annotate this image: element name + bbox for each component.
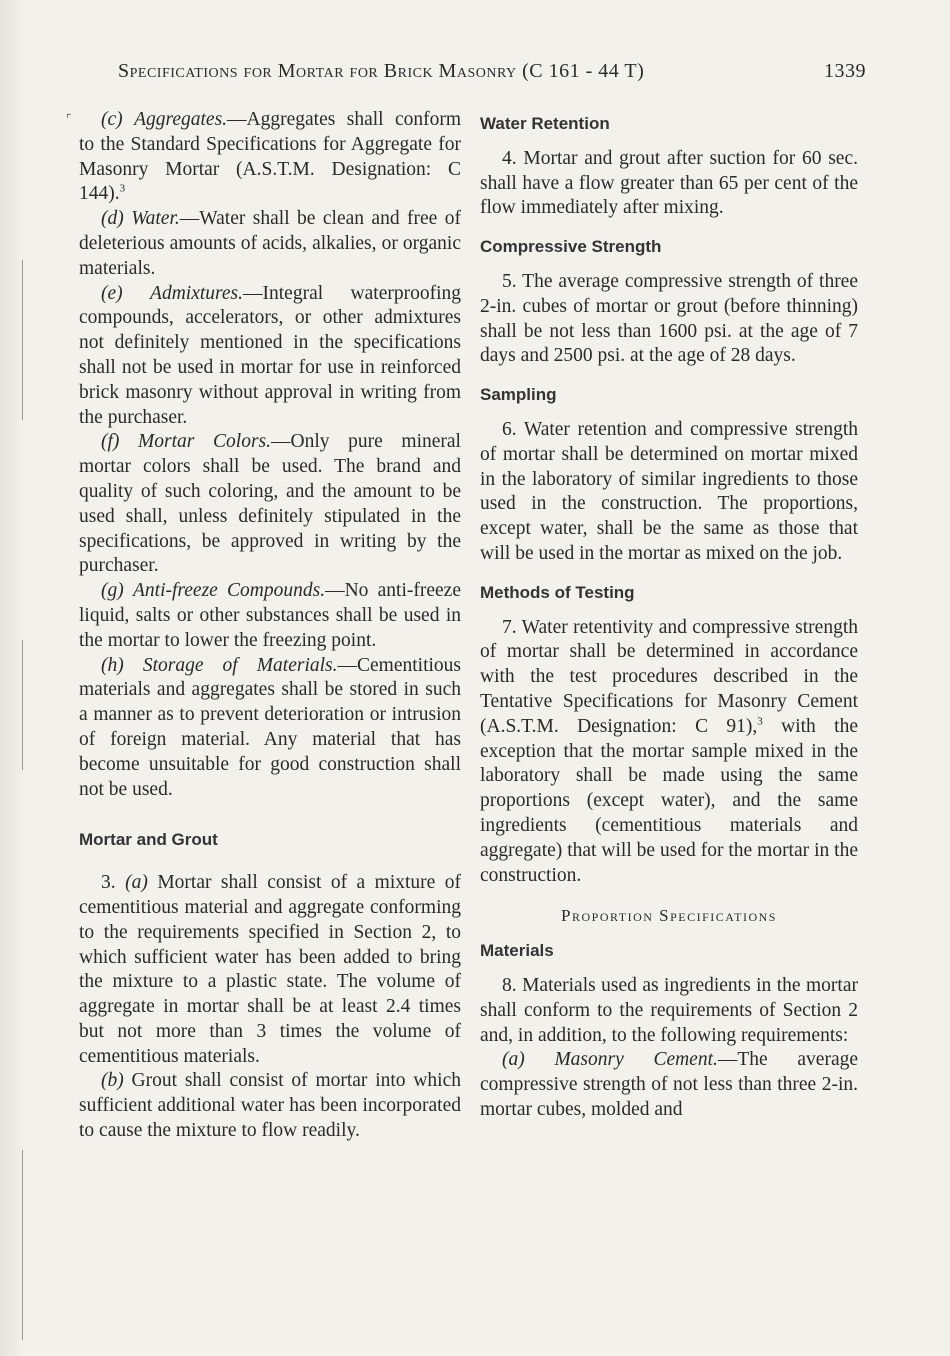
paragraph-water bbox=[79, 207, 461, 281]
item-label: (g) bbox=[101, 580, 124, 602]
item-text: —The average compressive strength of not less than three 2-in. mortar cubes, molded and bbox=[480, 1049, 858, 1120]
running-header bbox=[118, 60, 866, 83]
item-text: with the exception that the mortar sample mixed in the laboratory shall be made using the same proportions (except water), and the same ingredients (cementitious materials and aggregate) that will be used for the mortar in the construction. bbox=[480, 715, 858, 886]
heading-sampling: Sampling bbox=[480, 385, 557, 405]
item-label: (a) bbox=[125, 872, 148, 894]
item-label: (c) bbox=[101, 109, 123, 130]
right-column bbox=[480, 108, 858, 1123]
section-number: 3. bbox=[101, 872, 116, 894]
item-text: —Aggregates shall conform to the Standard Specifications for Aggregate for Masonry Mortar (A.S.T.M. Designation: C 144). bbox=[79, 109, 462, 205]
item-text: —Cementitious materials and aggregates shall be stored in such a manner as to prevent deterioration or intrusion of foreign material. Any material that has become unsuitable for good construction shall not be used. bbox=[79, 654, 461, 800]
paragraph-8: 8. Materials used as ingredients in the mortar shall conform to the requirements of Section 2 and, in addition, to the following requirements: bbox=[480, 974, 858, 1046]
paragraph-storage bbox=[79, 654, 461, 803]
paragraph-mortar-colors bbox=[79, 430, 461, 579]
page-number: 1339 bbox=[824, 60, 866, 82]
heading-water-retention: Water Retention bbox=[480, 114, 610, 133]
paragraph-anti-freeze bbox=[79, 579, 461, 653]
paragraph-admixtures bbox=[79, 282, 461, 431]
item-label: (e) bbox=[101, 282, 123, 304]
paragraph-5: 5. The average compressive strength of three 2-in. cubes of mortar or grout (before thinning) shall be not less than 1600 psi. at the age of 7 days and 2500 psi. at the age of 28 days. bbox=[480, 270, 858, 367]
paragraph-7 bbox=[480, 616, 858, 889]
heading-methods-of-testing: Methods of Testing bbox=[480, 582, 635, 602]
item-title: Anti-freeze Compounds. bbox=[132, 580, 326, 602]
paragraph-aggregates bbox=[79, 108, 461, 207]
heading-mortar-grout: Mortar and Grout bbox=[79, 830, 218, 850]
running-title: Specifications for Mortar for Brick Masonry (C 161 - 44 T) bbox=[118, 60, 645, 82]
footnote-ref: 3 bbox=[119, 182, 126, 195]
item-label: (d) bbox=[101, 208, 124, 230]
heading-materials: Materials bbox=[480, 941, 554, 961]
item-title: Water. bbox=[131, 208, 180, 230]
item-label: (a) bbox=[502, 1049, 525, 1071]
item-text: 7. Water retentivity and compressive strength of mortar shall be determined in accordance with the test procedures described in the Tentative Specifications for Masonry Cement (A.S.T.M. Designation: C 91), bbox=[480, 616, 858, 737]
paragraph-3a bbox=[79, 871, 461, 1069]
item-label: (b) bbox=[101, 1070, 124, 1092]
corner-mark: ⌜ bbox=[66, 112, 72, 126]
item-title: Storage of Materials. bbox=[142, 654, 338, 676]
item-title: Masonry Cement. bbox=[554, 1049, 718, 1071]
item-text: —No anti-freeze liquid, salts or other substances shall be used in the mortar to lower the freezing point. bbox=[79, 580, 461, 651]
item-label: (h) bbox=[101, 654, 124, 676]
item-title: Aggregates. bbox=[134, 109, 228, 130]
paragraph-4: 4. Mortar and grout after suction for 60 sec. shall have a flow greater than 65 per cent of the flow immediately after mixing. bbox=[480, 147, 858, 219]
item-text: Mortar shall consist of a mixture of cementitious material and aggregate conforming to the requirements specified in Section 2, to which sufficient water has been added to bring the mixture to a plastic state. The volume of aggregate in mortar shall be at least 2.4 times but not more than 3 times the volume of cementitious materials. bbox=[79, 872, 462, 1067]
item-text: —Integral waterproofing compounds, accelerators, or other admixtures not definitely mentioned in the specifications shall not be used in mortar for use in reinforced brick masonry without approval in writing from the purchaser. bbox=[79, 282, 461, 428]
paragraph-3b bbox=[79, 1069, 461, 1143]
item-text: —Water shall be clean and free of deleterious amounts of acids, alkalies, or organic materials. bbox=[79, 208, 461, 279]
scan-edge-line bbox=[22, 260, 23, 420]
paragraph-8a bbox=[480, 1048, 858, 1122]
item-text: Grout shall consist of mortar into which sufficient additional water has been incorporated to cause the mixture to flow readily. bbox=[79, 1070, 462, 1142]
section-title: Proportion Specifications bbox=[561, 906, 777, 926]
item-title: Admixtures. bbox=[150, 282, 244, 304]
heading-compressive-strength: Compressive Strength bbox=[480, 237, 662, 257]
item-title: Mortar Colors. bbox=[138, 431, 271, 453]
item-text: —Only pure mineral mortar colors shall be used. The brand and quality of such coloring, and the amount to be used shall, unless definitely stipulated in the specifications, be approved in writing by the purchaser. bbox=[79, 431, 461, 577]
scan-edge-line bbox=[22, 1150, 23, 1340]
footnote-ref: 3 bbox=[757, 715, 763, 728]
scan-edge-line bbox=[22, 640, 23, 770]
left-column bbox=[79, 108, 461, 1144]
paragraph-6: 6. Water retention and compressive strength of mortar shall be determined on mortar mixed in the laboratory of similar ingredients to those used in the construction. The proportions, except water, shall be the same as those that will be used in the mortar as mixed on the job. bbox=[480, 418, 858, 564]
item-label: (f) bbox=[101, 431, 120, 453]
